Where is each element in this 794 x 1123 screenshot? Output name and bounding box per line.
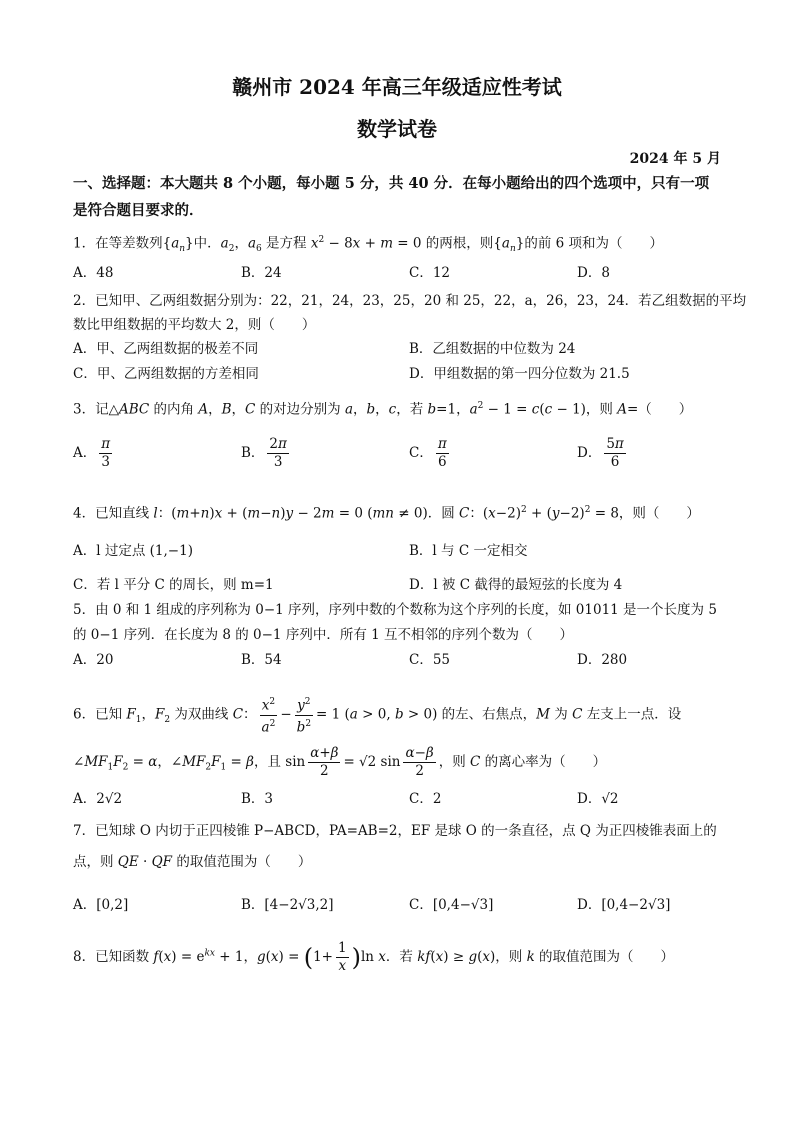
q1-option-c: C．12	[409, 265, 451, 281]
q6-option-c: C．2	[409, 791, 442, 807]
q7-option-d: D．[0,4−2√3]	[577, 897, 671, 913]
exam-date: 2024 年 5 月	[629, 151, 721, 167]
question-4: 4．已知直线 l：(m+n)x + (m−n)y − 2m = 0 (mn ≠ 0)．圆 C：$(x-2)^2 + (y-2)^2 = 8$，则（ ）	[73, 505, 700, 522]
question-number: 8．	[73, 949, 96, 965]
exam-subtitle: 数学试卷	[357, 117, 437, 141]
q5-option-d: D．280	[577, 652, 628, 668]
question-3: 3．记△ABC 的内角 A，B，C 的对边分别为 a，b，c，若 b=1，$a^2 - 1 = c(c - 1)$，则 A=（ ）	[73, 401, 693, 418]
q1-option-a: A．48	[73, 265, 114, 281]
question-number: 7．	[73, 823, 96, 839]
q6-option-a: A．2√2	[73, 791, 123, 807]
question-number: 1．	[73, 235, 96, 252]
q5-option-b: B．54	[241, 652, 282, 668]
q7-option-c: C．[0,4−√3]	[409, 897, 494, 913]
question-2-text-1: 已知甲、乙两组数据分别为：22，21，24，23，25，20 和 25，22，a，26，23，24．若乙组数据的平均	[95, 293, 747, 309]
q1-option-d: D．8	[577, 265, 610, 281]
question-number: 4．	[73, 505, 96, 522]
q4-option-d: D．l 被 C 截得的最短弦的长度为 4	[409, 577, 623, 593]
question-7-text-2: 的取值范围为（ ）	[176, 854, 312, 870]
q6-option-d: D．√2	[577, 791, 619, 807]
question-number: 6．	[73, 706, 96, 723]
question-number: 5．	[73, 602, 96, 618]
section-instructions: 一、选择题：本大题共 8 个小题，每小题 5 分，共 40 分．在每小题给出的四个选项中，只有一项是符合题目要求的．	[73, 175, 710, 219]
question-number: 3．	[73, 401, 96, 418]
question-6-line-1: 6．已知 $F_1$，$F_2$ 为双曲线 C： $\frac{x^2}{a^2}$ − $\frac{y^2}{b^2}$ = 1 (a > 0, b > 0) 的左、右焦点，M 为 C 左支上一点．设	[73, 694, 733, 736]
q3-option-b: B． $\frac{2\pi}{3}$	[241, 436, 287, 470]
question-7-text-1: 已知球 O 内切于正四棱锥 P−ABCD，PA=AB=2，EF 是球 O 的一条直径，点 Q 为正四棱锥表面上的	[95, 823, 717, 839]
q7-option-b: B．[4−2√3,2]	[241, 897, 334, 913]
q3-option-c: C． $\frac{\pi}{6}$	[409, 436, 447, 470]
question-7-line-1	[73, 821, 733, 841]
q2-option-b: B．乙组数据的中位数为 24	[409, 341, 576, 357]
q3-option-a: A． $\frac{\pi}{3}$	[73, 436, 111, 470]
q2-option-c: C．甲、乙两组数据的方差相同	[73, 366, 259, 382]
q3-option-d: D． $\frac{5\pi}{6}$	[577, 436, 624, 470]
q4-option-b: B．l 与 C 一定相交	[409, 543, 528, 559]
exam-title: 赣州市 2024 年高三年级适应性考试	[232, 75, 562, 99]
q2-option-a: A．甲、乙两组数据的极差不同	[73, 341, 259, 357]
question-5-text-1: 由 0 和 1 组成的序列称为 0−1 序列，序列中数的个数称为这个序列的长度，如 01011 是一个长度为 5	[95, 602, 717, 618]
question-5-line-1	[73, 600, 733, 620]
q6-option-b: B．3	[241, 791, 274, 807]
question-7-line-2: 点，则 QE · QF 的取值范围为（ ）	[73, 854, 312, 870]
question-1: 1．在等差数列$\{a_n\}$中．$a_2$，$a_6$ 是方程 $x^2 - 8x + m = 0$ 的两根，则$\{a_n\}$的前 6 项和为（ ）	[73, 235, 664, 255]
q5-option-a: A．20	[73, 652, 114, 668]
question-6-line-2: $\angle MF_1F_2 = \alpha$，$\angle MF_2F_1 = \beta$，且 sin $\frac{\alpha+\beta}{2}$ = √2 sin $\frac{\alpha-\beta}{2}$ ，则 C 的离心率为（ ）	[73, 745, 607, 779]
q2-option-d: D．甲组数据的第一四分位数为 21.5	[409, 366, 630, 382]
q4-option-a: A．l 过定点 (1,−1)	[73, 543, 193, 559]
q4-option-c: C．若 l 平分 C 的周长，则 m=1	[73, 577, 274, 593]
q7-option-a: A．[0,2]	[73, 897, 129, 913]
question-number: 2．	[73, 293, 96, 309]
question-2-line-1	[73, 291, 747, 311]
question-5-line-2: 的 0−1 序列．在长度为 8 的 0−1 序列中．所有 1 互不相邻的序列个数为（ ）	[73, 627, 573, 643]
q1-option-b: B．24	[241, 265, 282, 281]
question-8: 8．已知函数 $f(x) = e^{kx} + 1$，g(x) = (1+ $\frac{1}{x}$ )ln x．若 kf(x) ≥ g(x)，则 k 的取值范围为（ ）	[73, 940, 675, 974]
q5-option-c: C．55	[409, 652, 451, 668]
question-2-line-2: 数比甲组数据的平均数大 2，则（ ）	[73, 317, 316, 333]
